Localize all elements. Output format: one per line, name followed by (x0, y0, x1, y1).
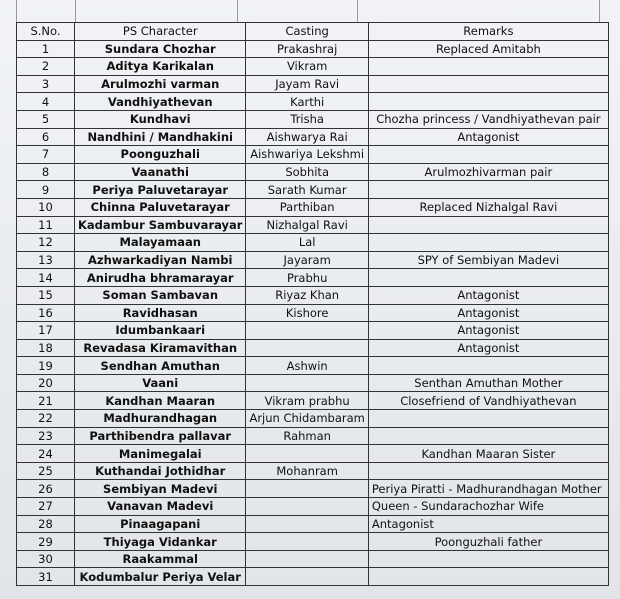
cell-casting[interactable]: Nizhalgal Ravi (246, 216, 368, 234)
cast-table (16, 22, 609, 586)
cell-character[interactable]: Vanavan Madevi (75, 498, 246, 516)
cell-sno[interactable]: 12 (17, 234, 75, 252)
table-row (17, 515, 609, 533)
table-row (17, 374, 609, 392)
cell-character[interactable]: Sendhan Amuthan (75, 357, 246, 375)
table-row (17, 462, 609, 480)
cell-remarks[interactable]: SPY of Sembiyan Madevi (368, 251, 608, 269)
cell-casting[interactable] (246, 568, 368, 586)
cell-remarks[interactable]: Replaced Nizhalgal Ravi (368, 198, 608, 216)
cell-sno[interactable]: 11 (17, 216, 75, 234)
cell-remarks[interactable]: Queen - Sundarachozhar Wife (368, 498, 608, 516)
table-row (17, 75, 609, 93)
header-character[interactable]: PS Character (75, 23, 246, 41)
cell-character[interactable]: Idumbankaari (75, 322, 246, 340)
table-row (17, 568, 609, 586)
table-row (17, 58, 609, 76)
cell-remarks[interactable]: Arulmozhivarman pair (368, 163, 608, 181)
cell-sno[interactable]: 21 (17, 392, 75, 410)
cell-remarks[interactable]: Replaced Amitabh (368, 40, 608, 58)
cell-character[interactable]: Kodumbalur Periya Velar (75, 568, 246, 586)
header-sno[interactable]: S.No. (17, 23, 75, 41)
cell-remarks[interactable] (368, 269, 608, 287)
table-row (17, 339, 609, 357)
cell-remarks[interactable]: Senthan Amuthan Mother (368, 374, 608, 392)
cell-sno[interactable]: 8 (17, 163, 75, 181)
cell-casting[interactable] (246, 374, 368, 392)
cell-sno[interactable]: 13 (17, 251, 75, 269)
table-row (17, 427, 609, 445)
cell-casting[interactable]: Prabhu (246, 269, 368, 287)
table-row (17, 533, 609, 551)
cell-casting[interactable] (246, 322, 368, 340)
cell-character[interactable]: Sembiyan Madevi (75, 480, 246, 498)
cell-remarks[interactable]: Antagonist (368, 339, 608, 357)
cell-remarks[interactable]: Periya Piratti - Madhurandhagan Mother (368, 480, 608, 498)
cell-remarks[interactable]: Poonguzhali father (368, 533, 608, 551)
table-row (17, 163, 609, 181)
cell-casting[interactable] (246, 550, 368, 568)
cell-sno[interactable]: 20 (17, 374, 75, 392)
cell-casting[interactable]: Jayaram (246, 251, 368, 269)
cell-character[interactable]: Arulmozhi varman (75, 75, 246, 93)
cell-character[interactable]: Revadasa Kiramavithan (75, 339, 246, 357)
cell-sno[interactable]: 29 (17, 533, 75, 551)
table-row (17, 181, 609, 199)
table-row (17, 40, 609, 58)
table-row (17, 550, 609, 568)
cell-casting[interactable]: Prakashraj (246, 40, 368, 58)
cell-casting[interactable]: Lal (246, 234, 368, 252)
table-row (17, 216, 609, 234)
cell-casting[interactable]: Ashwin (246, 357, 368, 375)
cell-sno[interactable]: 22 (17, 410, 75, 428)
table-row (17, 392, 609, 410)
cell-remarks[interactable] (368, 550, 608, 568)
cell-remarks[interactable]: Antagonist (368, 515, 608, 533)
cell-character[interactable]: Vaanathi (75, 163, 246, 181)
cell-sno[interactable]: 1 (17, 40, 75, 58)
cell-casting[interactable]: Arjun Chidambaram (246, 410, 368, 428)
cell-remarks[interactable]: Antagonist (368, 304, 608, 322)
cell-remarks[interactable] (368, 234, 608, 252)
cell-character[interactable]: Vaani (75, 374, 246, 392)
cell-remarks[interactable]: Antagonist (368, 128, 608, 146)
cell-sno[interactable]: 17 (17, 322, 75, 340)
cell-sno[interactable]: 25 (17, 462, 75, 480)
cell-remarks[interactable] (368, 181, 608, 199)
cell-sno[interactable]: 4 (17, 93, 75, 111)
cell-casting[interactable]: Trisha (246, 110, 368, 128)
header-remarks[interactable]: Remarks (368, 23, 608, 41)
cell-character[interactable]: Chinna Paluvetarayar (75, 198, 246, 216)
table-row (17, 445, 609, 463)
cell-character[interactable]: Manimegalai (75, 445, 246, 463)
table-row (17, 357, 609, 375)
cell-remarks[interactable]: Antagonist (368, 322, 608, 340)
cell-sno[interactable]: 27 (17, 498, 75, 516)
table-row (17, 198, 609, 216)
table-row (17, 146, 609, 164)
cell-casting[interactable]: Kishore (246, 304, 368, 322)
cell-remarks[interactable] (368, 410, 608, 428)
cell-sno[interactable]: 10 (17, 198, 75, 216)
cell-sno[interactable]: 6 (17, 128, 75, 146)
cell-remarks[interactable]: Antagonist (368, 286, 608, 304)
table-row (17, 498, 609, 516)
cell-casting[interactable]: Parthiban (246, 198, 368, 216)
cell-character[interactable]: Sundara Chozhar (75, 40, 246, 58)
cell-sno[interactable]: 24 (17, 445, 75, 463)
cell-remarks[interactable]: Chozha princess / Vandhiyathevan pair (368, 110, 608, 128)
cell-character[interactable]: Anirudha bhramarayar (75, 269, 246, 287)
cell-character[interactable]: Malayamaan (75, 234, 246, 252)
cell-remarks[interactable]: Kandhan Maaran Sister (368, 445, 608, 463)
cell-remarks[interactable] (368, 146, 608, 164)
cell-character[interactable]: Parthibendra pallavar (75, 427, 246, 445)
cell-casting[interactable]: Sarath Kumar (246, 181, 368, 199)
cell-remarks[interactable] (368, 568, 608, 586)
cell-character[interactable]: Madhurandhagan (75, 410, 246, 428)
table-row (17, 269, 609, 287)
cell-casting[interactable] (246, 533, 368, 551)
cell-character[interactable]: Aditya Karikalan (75, 58, 246, 76)
cell-casting[interactable] (246, 339, 368, 357)
table-row (17, 286, 609, 304)
cell-remarks[interactable] (368, 462, 608, 480)
cell-casting[interactable]: Vikram prabhu (246, 392, 368, 410)
cell-casting[interactable]: Sobhita (246, 163, 368, 181)
header-casting[interactable]: Casting (246, 23, 368, 41)
cell-sno[interactable]: 15 (17, 286, 75, 304)
cell-remarks[interactable] (368, 93, 608, 111)
cell-sno[interactable]: 19 (17, 357, 75, 375)
cell-character[interactable]: Nandhini / Mandhakini (75, 128, 246, 146)
table-row (17, 110, 609, 128)
table-row (17, 128, 609, 146)
table-row (17, 93, 609, 111)
header-row (17, 23, 609, 41)
cell-sno[interactable]: 2 (17, 58, 75, 76)
cell-casting[interactable] (246, 445, 368, 463)
cell-casting[interactable]: Mohanram (246, 462, 368, 480)
cell-remarks[interactable] (368, 75, 608, 93)
table-row (17, 410, 609, 428)
cell-casting[interactable]: Vikram (246, 58, 368, 76)
cell-character[interactable]: Kandhan Maaran (75, 392, 246, 410)
cell-remarks[interactable] (368, 357, 608, 375)
table-row (17, 322, 609, 340)
cell-remarks[interactable]: Closefriend of Vandhiyathevan (368, 392, 608, 410)
cell-character[interactable]: Thiyaga Vidankar (75, 533, 246, 551)
cell-character[interactable]: Kuthandai Jothidhar (75, 462, 246, 480)
cell-sno[interactable]: 26 (17, 480, 75, 498)
cell-sno[interactable]: 23 (17, 427, 75, 445)
cell-character[interactable]: Pinaagapani (75, 515, 246, 533)
table-row (17, 480, 609, 498)
cell-sno[interactable]: 16 (17, 304, 75, 322)
cell-casting[interactable] (246, 480, 368, 498)
cell-remarks[interactable] (368, 58, 608, 76)
cell-casting[interactable]: Aishwariya Lekshmi (246, 146, 368, 164)
cell-character[interactable]: Soman Sambavan (75, 286, 246, 304)
cell-sno[interactable]: 9 (17, 181, 75, 199)
cell-casting[interactable]: Aishwarya Rai (246, 128, 368, 146)
cell-character[interactable]: Ravidhasan (75, 304, 246, 322)
cell-character[interactable]: Azhwarkadiyan Nambi (75, 251, 246, 269)
cell-character[interactable]: Vandhiyathevan (75, 93, 246, 111)
cell-sno[interactable]: 28 (17, 515, 75, 533)
cell-character[interactable]: Periya Paluvetarayar (75, 181, 246, 199)
cell-casting[interactable] (246, 515, 368, 533)
table-row (17, 234, 609, 252)
table-row (17, 251, 609, 269)
header-gridlines (16, 0, 600, 22)
cell-casting[interactable] (246, 498, 368, 516)
cell-character[interactable]: Raakammal (75, 550, 246, 568)
cell-casting[interactable]: Karthi (246, 93, 368, 111)
cell-casting[interactable]: Jayam Ravi (246, 75, 368, 93)
cell-character[interactable]: Kadambur Sambuvarayar (75, 216, 246, 234)
cell-sno[interactable]: 31 (17, 568, 75, 586)
cell-character[interactable]: Kundhavi (75, 110, 246, 128)
cell-remarks[interactable] (368, 216, 608, 234)
cell-sno[interactable]: 3 (17, 75, 75, 93)
cell-casting[interactable]: Riyaz Khan (246, 286, 368, 304)
cell-casting[interactable]: Rahman (246, 427, 368, 445)
cell-sno[interactable]: 14 (17, 269, 75, 287)
cell-sno[interactable]: 5 (17, 110, 75, 128)
cell-remarks[interactable] (368, 427, 608, 445)
cell-sno[interactable]: 18 (17, 339, 75, 357)
cell-sno[interactable]: 7 (17, 146, 75, 164)
table-row (17, 304, 609, 322)
cell-sno[interactable]: 30 (17, 550, 75, 568)
cell-character[interactable]: Poonguzhali (75, 146, 246, 164)
